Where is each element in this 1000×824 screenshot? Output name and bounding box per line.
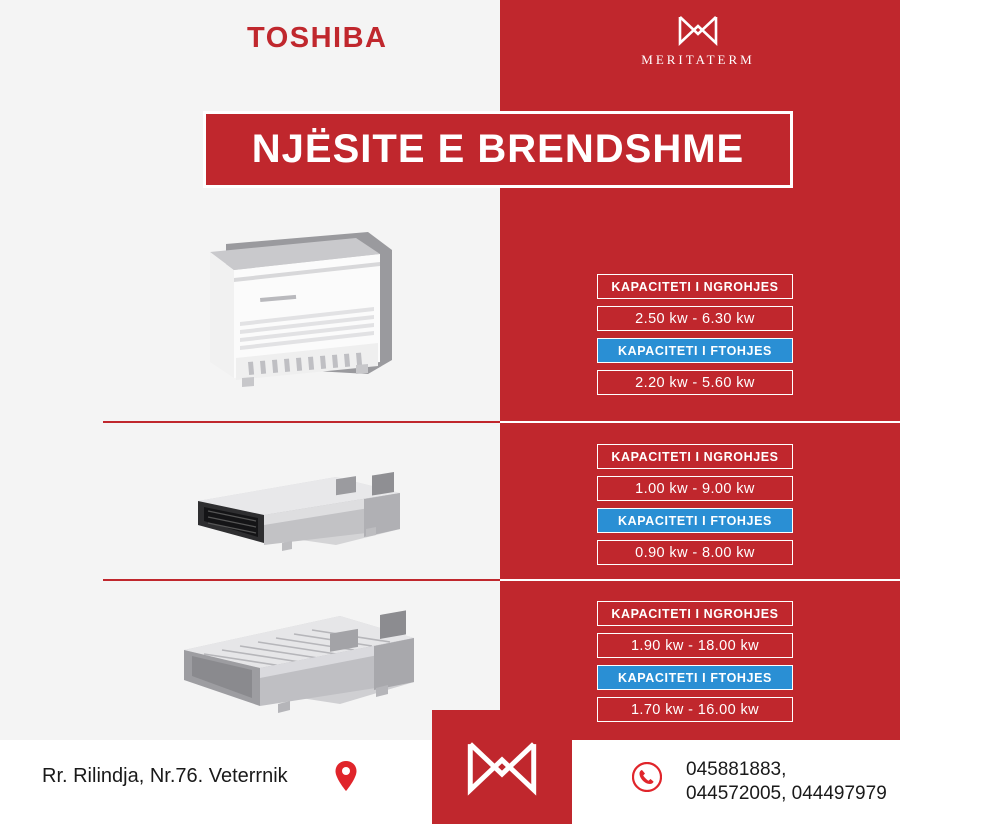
meritaterm-logo: [633, 14, 763, 68]
product-image-3: [170, 596, 430, 726]
footer-logo: [432, 710, 572, 824]
cooling-capacity-label-1: KAPACITETI I FTOHJES: [597, 338, 793, 363]
footer-phone: [686, 758, 887, 806]
footer-phone-line1: 045881883,: [686, 759, 787, 780]
footer-address: Rr. Rilindja, Nr.76. Veterrnik: [42, 765, 288, 787]
product-image-2: [186, 455, 416, 565]
right-white-edge: [900, 0, 1000, 740]
cooling-capacity-value-2: 0.90 kw - 8.00 kw: [597, 540, 793, 565]
phone-icon: [632, 762, 662, 792]
row-separator-1-left: [103, 421, 500, 423]
heating-capacity-label-3: KAPACITETI I NGROHJES: [597, 601, 793, 626]
page-title-text: NJËSITE E BRENDSHME: [251, 127, 745, 171]
spec-group-2: [597, 444, 797, 572]
heating-capacity-value-3: 1.90 kw - 18.00 kw: [597, 633, 793, 658]
heating-capacity-label-1: KAPACITETI I NGROHJES: [597, 274, 793, 299]
cooling-capacity-value-1: 2.20 kw - 5.60 kw: [597, 370, 793, 395]
page-title: [203, 111, 793, 188]
toshiba-logo: TOSHIBA: [247, 22, 388, 54]
merita-m-logo-icon: [465, 738, 539, 796]
row-separator-2-right: [500, 579, 900, 581]
meritaterm-wordmark: MERITATERM: [641, 52, 755, 67]
cooling-capacity-label-3: KAPACITETI I FTOHJES: [597, 665, 793, 690]
spec-group-1: [597, 274, 797, 402]
cooling-capacity-value-3: 1.70 kw - 16.00 kw: [597, 697, 793, 722]
footer-phone-line2: 044572005, 044497979: [686, 782, 887, 804]
merita-m-logo-icon: [677, 14, 719, 46]
product-image-1: [196, 226, 406, 396]
row-separator-1-right: [500, 421, 900, 423]
row-separator-2-left: [103, 579, 500, 581]
cooling-capacity-label-2: KAPACITETI I FTOHJES: [597, 508, 793, 533]
spec-group-3: [597, 601, 797, 729]
location-pin-icon: [334, 760, 358, 792]
heating-capacity-label-2: KAPACITETI I NGROHJES: [597, 444, 793, 469]
heating-capacity-value-2: 1.00 kw - 9.00 kw: [597, 476, 793, 501]
heating-capacity-value-1: 2.50 kw - 6.30 kw: [597, 306, 793, 331]
